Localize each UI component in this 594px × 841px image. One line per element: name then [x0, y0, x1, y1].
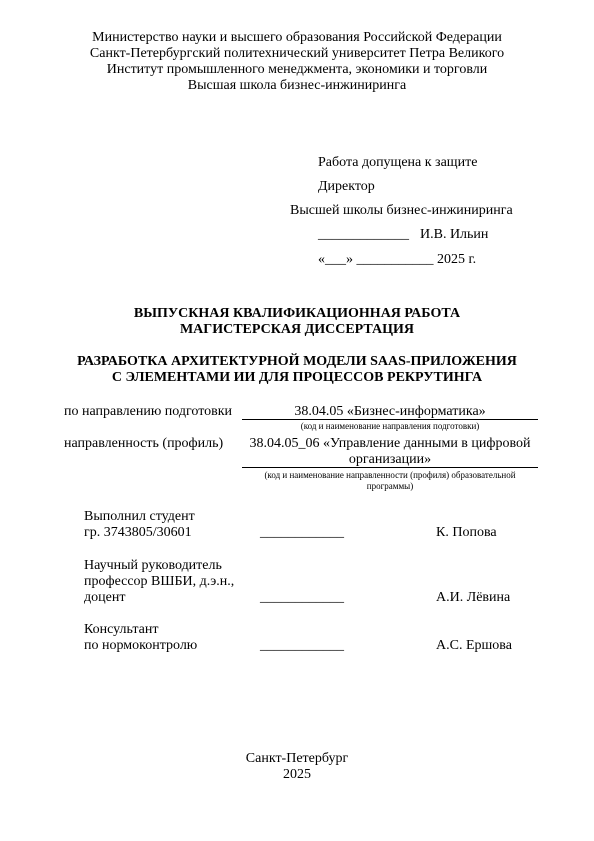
approval-date-line: «___» ___________ 2025 г. [318, 252, 477, 267]
university-line: Санкт-Петербургский политехнический университет Петра Великого [89, 46, 505, 61]
profile-caption-line2: программы) [366, 481, 414, 491]
thesis-type-line1: ВЫПУСКНАЯ КВАЛИФИКАЦИОННАЯ РАБОТА [133, 306, 461, 321]
consultant-signature-blank: ____________ [260, 638, 344, 653]
thesis-topic-line2: С ЭЛЕМЕНТАМИ ИИ ДЛЯ ПРОЦЕССОВ РЕКРУТИНГА [111, 370, 483, 385]
director-signature-blank: _____________ [318, 227, 409, 242]
supervisor-rank: доцент [84, 590, 126, 605]
profile-value-line2: организации» [348, 452, 432, 467]
student-name: К. Попова [436, 525, 497, 540]
direction-value: 38.04.05 «Бизнес-информатика» [294, 404, 486, 419]
institute-line: Институт промышленного менеджмента, экономики и торговли [106, 62, 488, 77]
supervisor-signature-blank: ____________ [260, 590, 344, 605]
student-signature-blank: ____________ [260, 525, 344, 540]
school-line: Высшая школа бизнес-инжиниринга [187, 78, 407, 93]
profile-value-line1: 38.04.05_06 «Управление данными в цифровой [249, 436, 531, 451]
profile-label: направленность (профиль) [64, 436, 224, 451]
consultant-role: по нормоконтролю [84, 638, 198, 653]
supervisor-label: Научный руководитель [84, 558, 222, 573]
consultant-label: Консультант [84, 622, 159, 637]
student-label: Выполнил студент [84, 509, 195, 524]
student-group: гр. 3743805/30601 [84, 525, 192, 540]
supervisor-name: А.И. Лёвина [436, 590, 511, 605]
footer-year: 2025 [283, 767, 311, 782]
direction-underline [242, 419, 538, 420]
supervisor-position: профессор ВШБИ, д.э.н., [84, 574, 235, 589]
director-name: И.В. Ильин [420, 227, 489, 242]
director-title: Директор [318, 179, 375, 194]
direction-caption: (код и наименование направления подготовки) [300, 421, 480, 431]
direction-label: по направлению подготовки [64, 404, 233, 419]
profile-caption-line1: (код и наименование направленности (профиля) образовательной [264, 470, 516, 480]
profile-underline [242, 467, 538, 468]
approval-line: Работа допущена к защите [318, 155, 478, 170]
consultant-name: А.С. Ершова [436, 638, 512, 653]
director-school: Высшей школы бизнес-инжиниринга [290, 203, 513, 218]
footer-city: Санкт-Петербург [245, 751, 349, 766]
thesis-type-line2: МАГИСТЕРСКАЯ ДИССЕРТАЦИЯ [179, 322, 415, 337]
ministry-line: Министерство науки и высшего образования Российской Федерации [92, 30, 502, 45]
thesis-topic-line1: РАЗРАБОТКА АРХИТЕКТУРНОЙ МОДЕЛИ SAAS-ПРИЛОЖЕНИЯ [77, 354, 517, 369]
